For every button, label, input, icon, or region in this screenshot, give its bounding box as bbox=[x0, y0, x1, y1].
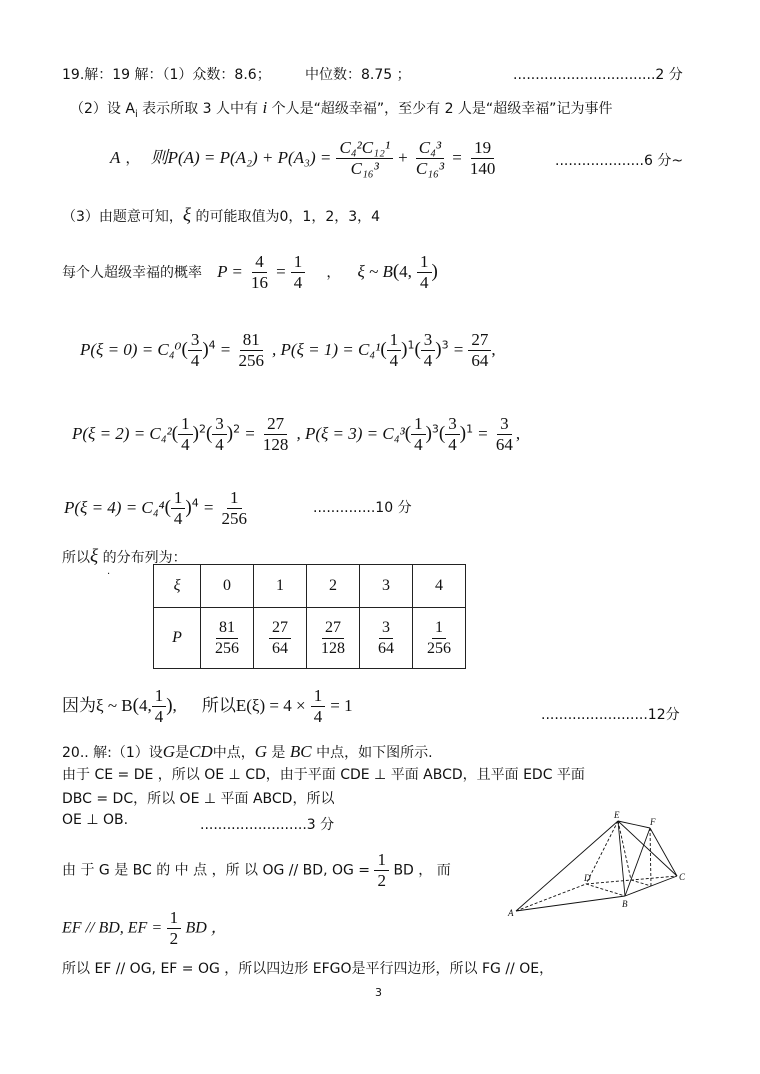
frac3-num: 19 bbox=[471, 138, 494, 159]
q19-part2-text bbox=[70, 98, 612, 120]
frac2-den: C₁₆³ bbox=[415, 159, 445, 178]
frac3 bbox=[467, 138, 499, 179]
q19-part2-sub: i bbox=[134, 108, 138, 120]
p-value-den: 256 bbox=[215, 639, 239, 657]
p-value bbox=[201, 608, 254, 669]
frac2-num: C₄³ bbox=[416, 138, 444, 159]
p2-val-num: 27 bbox=[264, 414, 287, 435]
q20-segment-BC: BC bbox=[289, 742, 312, 761]
p2-a-num: 1 bbox=[178, 414, 193, 435]
edge-EO bbox=[618, 821, 631, 880]
concl-binom: 因为ξ ~ B bbox=[62, 696, 133, 715]
p2-b-den: 4 bbox=[215, 435, 224, 454]
p0-val-den: 256 bbox=[238, 351, 264, 370]
q20-line1-prefix: 20.. 解:（1）设 bbox=[62, 745, 163, 761]
p3-b bbox=[445, 414, 460, 455]
edge-DB bbox=[586, 884, 625, 896]
event-A: A bbox=[110, 148, 121, 167]
p0-val bbox=[235, 330, 267, 371]
label-A: A bbox=[508, 908, 514, 918]
q20-line4: OE ⊥ OB. bbox=[62, 812, 129, 828]
q20-line6-frac bbox=[167, 908, 182, 949]
p2-b bbox=[212, 414, 227, 455]
pyramid-figure bbox=[505, 808, 695, 918]
xi-value: 4 bbox=[413, 565, 466, 608]
p2-a bbox=[178, 414, 193, 455]
p-value-num: 27 bbox=[269, 618, 291, 639]
prob-frac2-num: 1 bbox=[291, 252, 306, 273]
concl-frac-num: 1 bbox=[152, 686, 167, 707]
p3-b-exp: 1 bbox=[466, 422, 474, 436]
p1-b bbox=[421, 330, 436, 371]
p-value-den: 64 bbox=[378, 639, 394, 657]
edge-AB bbox=[516, 896, 625, 911]
p3-b-num: 3 bbox=[445, 414, 460, 435]
q19-p0-p1: P(ξ = 0) = C₄⁰( $\frac{3}{4}$ )$^4$ = $\frac{81}{256}$ , P(ξ = 1) = C₄¹( $\frac{1}{4}$ )$^1$( $\frac{3}{4}$ )$^3$ = $\frac{27}{64}$ , bbox=[80, 330, 496, 370]
q20-line3: DBC = DC，所以 OE ⊥ 平面 ABCD，所以 bbox=[62, 791, 335, 807]
frac1 bbox=[336, 138, 393, 179]
concl-expect: 所以E(ξ) = 4 × bbox=[201, 696, 306, 715]
p1-val-num: 27 bbox=[468, 330, 491, 351]
p2-lhs: P(ξ = 2) = C₄² bbox=[72, 424, 172, 443]
concl-frac bbox=[152, 686, 167, 727]
concl-args: 4, bbox=[138, 696, 152, 715]
p4-val-num: 1 bbox=[227, 488, 242, 509]
q19-part2-i: i bbox=[262, 98, 268, 117]
label-E: E bbox=[614, 810, 620, 820]
p-value bbox=[413, 608, 466, 669]
xi-value: 0 bbox=[201, 565, 254, 608]
p4-a bbox=[171, 488, 186, 529]
binom-frac-den: 4 bbox=[420, 273, 429, 292]
prob-P: P = bbox=[217, 262, 243, 281]
table-row-xi bbox=[154, 565, 466, 608]
q20-point-G: G bbox=[162, 742, 176, 761]
p3-val-den: 64 bbox=[495, 435, 513, 454]
label-B: B bbox=[622, 899, 628, 909]
prob-frac2 bbox=[291, 252, 306, 293]
edge-EC bbox=[618, 821, 677, 876]
part3-prefix: （3）由题意可知， bbox=[62, 209, 183, 225]
q20-line6-frac-num: 1 bbox=[167, 908, 182, 929]
p-value-num: 1 bbox=[432, 618, 446, 639]
prob-frac1-num: 4 bbox=[252, 252, 267, 273]
q19-p4: P(ξ = 4) = C₄⁴( $\frac{1}{4}$ )$^4$ = $\frac{1}{256}$ bbox=[64, 488, 250, 529]
q20-score-3: ........................3 分 bbox=[200, 817, 335, 833]
q20-line1-d: 是 bbox=[266, 745, 290, 761]
p2-b-num: 3 bbox=[212, 414, 227, 435]
p1-val-den: 64 bbox=[471, 351, 489, 370]
p0-base-den: 4 bbox=[190, 351, 200, 370]
p-value-num: 3 bbox=[379, 618, 393, 639]
p-value-den: 128 bbox=[321, 639, 345, 657]
xi-header: ξ bbox=[154, 565, 201, 608]
prob-eq: = bbox=[276, 262, 286, 281]
label-F: F bbox=[650, 817, 656, 827]
p2-a-den: 4 bbox=[181, 435, 190, 454]
label-D: D bbox=[584, 873, 591, 883]
xi-value: 3 bbox=[360, 565, 413, 608]
part3-xi: ξ bbox=[182, 205, 192, 226]
q20-line5-a: 由 于 G 是 BC 的 中 点 ，所 以 OG // BD, OG = bbox=[62, 862, 371, 879]
concl-result: = 1 bbox=[330, 696, 353, 715]
p3-b-den: 4 bbox=[448, 435, 457, 454]
dist-label-xi: ξ bbox=[90, 546, 99, 567]
p1-val bbox=[468, 330, 491, 371]
q20-segment-CD: CD bbox=[189, 742, 213, 761]
concl-comma: , bbox=[172, 696, 177, 715]
edge-FC bbox=[650, 828, 677, 876]
q20-line5-frac-den: 2 bbox=[377, 871, 386, 890]
binom-symbol: ξ ~ B bbox=[357, 262, 393, 281]
q20-line1-c: 中点， bbox=[212, 745, 255, 761]
p-value bbox=[307, 608, 360, 669]
edge-EF bbox=[618, 821, 650, 828]
q19-part2-prefix: （2）设 A bbox=[70, 101, 135, 117]
plus: + bbox=[398, 148, 408, 167]
q19-conclusion: 因为ξ ~ B(4, $\frac{1}{4}$ ), 所以E(ξ) = 4 × $\frac{1}{4}$ = 1 bbox=[62, 686, 353, 726]
edge-AD bbox=[516, 884, 586, 911]
binom-args: 4, bbox=[399, 262, 412, 281]
p4-a-den: 4 bbox=[173, 509, 183, 528]
q20-line2: 由于 CE = DE ，所以 OE ⊥ CD，由于平面 CDE ⊥ 平面 ABCD，且平面 EDC 平面 bbox=[62, 767, 585, 783]
p-value-den: 64 bbox=[272, 639, 288, 657]
p1-a-num: 1 bbox=[387, 330, 402, 351]
q19-part2-mid: 表示所取 3 人中有 bbox=[137, 101, 263, 117]
p2-val-den: 128 bbox=[262, 435, 289, 454]
edge-EB bbox=[618, 821, 625, 896]
part3-rest: 的可能取值为0，1，2，3，4 bbox=[191, 209, 381, 225]
p1-eq: = bbox=[453, 340, 464, 359]
p4-val bbox=[219, 488, 251, 529]
p1-b-den: 4 bbox=[423, 351, 433, 370]
q20-point-G2: G bbox=[254, 742, 267, 761]
q20-line7: 所以 EF // OG, EF = OG ，所以四边形 EFGO是平行四边形，所以 FG // OE， bbox=[62, 961, 554, 977]
p-value-den: 256 bbox=[427, 639, 451, 657]
p4-a-num: 1 bbox=[171, 488, 186, 509]
p3-val bbox=[493, 414, 516, 455]
concl-frac2-den: 4 bbox=[313, 707, 323, 726]
p2-b-exp: 2 bbox=[233, 422, 241, 436]
q19-event-formula bbox=[110, 138, 498, 179]
p3-a-exp: 3 bbox=[431, 422, 439, 436]
p0-eq: = bbox=[220, 340, 231, 359]
q20-line6-frac-den: 2 bbox=[169, 929, 179, 948]
p4-lhs: P(ξ = 4) = C₄⁴ bbox=[64, 498, 165, 517]
p3-val-num: 3 bbox=[497, 414, 512, 435]
prob-comma: ， bbox=[326, 265, 341, 281]
p3-lhs: , P(ξ = 3) = C₄³ bbox=[296, 424, 405, 443]
p4-eq: = bbox=[203, 498, 214, 517]
q20-line6-a: EF // BD, EF = bbox=[62, 919, 163, 937]
q19-part3 bbox=[62, 205, 380, 227]
q20-line1-b: 是 bbox=[175, 745, 190, 761]
q19-probability-line: 每个人超级幸福的概率 P = $\frac{4}{16}$ = $\frac{1}{4}$ ， ξ ~ B(4, $\frac{1}{4}$ ) bbox=[62, 252, 438, 292]
p0-val-num: 81 bbox=[240, 330, 263, 351]
q19-score-12: ........................12分 bbox=[541, 707, 680, 723]
p3-a-den: 4 bbox=[414, 435, 423, 454]
q20-line5-frac-num: 1 bbox=[374, 850, 389, 871]
table-row-p bbox=[154, 608, 466, 669]
p0-base-num: 3 bbox=[188, 330, 203, 351]
q19-part2-end: 个人是“超级幸福”，至少有 2 人是“超级幸福”记为事件 bbox=[267, 101, 613, 117]
p3-end: , bbox=[515, 424, 521, 443]
prob-frac1-den: 16 bbox=[251, 273, 268, 292]
edge-ED bbox=[586, 821, 618, 884]
q20-line1-e: 中点，如下图所示. bbox=[311, 745, 433, 761]
distribution-table bbox=[153, 564, 466, 669]
p3-a bbox=[411, 414, 426, 455]
p1-a bbox=[387, 330, 402, 371]
q20-line6-b: BD ， bbox=[185, 919, 227, 937]
p4-a-exp: 4 bbox=[191, 496, 199, 510]
p1-b-num: 3 bbox=[421, 330, 436, 351]
q19-score-10: ..............10 分 bbox=[313, 500, 412, 516]
p-header: P bbox=[154, 608, 201, 669]
p1-a-exp: 1 bbox=[407, 338, 415, 352]
q19-p2-p3: P(ξ = 2) = C₄²( $\frac{1}{4}$ )$^2$( $\frac{3}{4}$ )$^2$ = $\frac{27}{128}$ , P(ξ = 3) = C₄³( $\frac{1}{4}$ )$^3$( $\frac{3}{4}$ )$^1$ = $\frac{3}{64}$ , bbox=[72, 414, 521, 454]
p2-val bbox=[260, 414, 292, 455]
edge-OG bbox=[631, 880, 651, 886]
stray-dot: . bbox=[107, 566, 111, 577]
frac3-den: 140 bbox=[469, 159, 496, 178]
frac2 bbox=[413, 138, 447, 179]
p1-lhs: , P(ξ = 1) = C₄¹ bbox=[272, 340, 381, 359]
p2-eq: = bbox=[245, 424, 255, 443]
concl-frac2-num: 1 bbox=[311, 686, 326, 707]
binom-frac-num: 1 bbox=[417, 252, 432, 273]
q20-line5-frac bbox=[374, 850, 389, 891]
q19-median: 中位数：8.75 ； bbox=[305, 67, 411, 83]
p4-val-den: 256 bbox=[221, 509, 248, 528]
q20-line5 bbox=[62, 850, 451, 891]
q20-line6 bbox=[62, 908, 227, 949]
prob-frac2-den: 4 bbox=[293, 273, 303, 292]
eq: = bbox=[452, 148, 462, 167]
edge-FB bbox=[625, 828, 650, 896]
p2-a-exp: 2 bbox=[198, 422, 206, 436]
q19-line1: 19.解：19 解：（1）众数：8.6； bbox=[62, 67, 271, 83]
p-value-num: 81 bbox=[216, 618, 238, 639]
p-value bbox=[254, 608, 307, 669]
xi-value: 2 bbox=[307, 565, 360, 608]
dist-label-prefix: 所以 bbox=[62, 550, 90, 566]
q20-line1 bbox=[62, 742, 433, 762]
concl-frac2 bbox=[311, 686, 326, 727]
p1-a-den: 4 bbox=[389, 351, 399, 370]
dist-label-rest: 的分布列为： bbox=[98, 550, 187, 566]
p-value bbox=[360, 608, 413, 669]
event-formula-lhs: 则P(A) = P(A₂) + P(A₃) = bbox=[150, 148, 332, 167]
binom-frac bbox=[417, 252, 432, 293]
edge-FG bbox=[650, 828, 651, 886]
p0-base bbox=[188, 330, 203, 371]
p3-a-num: 1 bbox=[411, 414, 426, 435]
p1-end: , bbox=[491, 340, 496, 359]
event-comma: ， bbox=[125, 151, 140, 167]
p-value-num: 27 bbox=[322, 618, 344, 639]
edge-AE bbox=[516, 821, 618, 911]
p0-exp: 4 bbox=[208, 338, 216, 352]
prob-label: 每个人超级幸福的概率 bbox=[62, 265, 202, 281]
p1-b-exp: 3 bbox=[441, 338, 449, 352]
prob-frac1 bbox=[248, 252, 271, 293]
label-C: C bbox=[679, 872, 686, 882]
q20-line5-b: BD ， 而 bbox=[393, 862, 451, 879]
frac1-den: C₁₆³ bbox=[350, 159, 379, 178]
p3-eq: = bbox=[478, 424, 488, 443]
xi-value: 1 bbox=[254, 565, 307, 608]
q19-score-2: ................................2 分 bbox=[513, 67, 683, 83]
page-number: 3 bbox=[375, 986, 382, 999]
concl-frac-den: 4 bbox=[154, 707, 164, 726]
q19-score-6: ....................6 分~ bbox=[555, 153, 684, 169]
p0-lhs: P(ξ = 0) = C₄⁰ bbox=[80, 340, 182, 359]
frac1-num: C₄²C₁₂¹ bbox=[336, 138, 393, 159]
